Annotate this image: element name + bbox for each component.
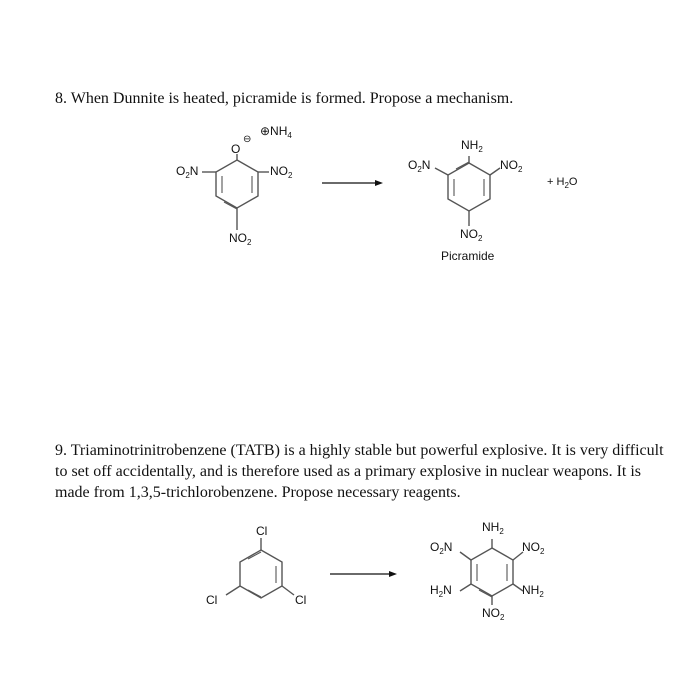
tatb-structure	[430, 520, 545, 622]
trichlorobenzene-top-cl-label: Cl	[256, 524, 268, 538]
picramide-structure	[408, 138, 523, 263]
picramide-right-nitro-label: $NO_2$	[500, 158, 523, 174]
tatb-top-amino-label: $NH_2$	[482, 520, 504, 536]
dunnite-ammonium-label: $\oplus NH_4$	[260, 124, 292, 140]
picramide-right-bond	[490, 168, 500, 175]
question-9-line: 9. Triaminotrinitrobenzene (TATB) is a highly stable but powerful explosive. It is very difficult	[55, 442, 664, 459]
reaction-arrow	[322, 180, 383, 186]
dunnite-ring-double-bond	[224, 202, 237, 209]
tatb-upper-right-nitro-label: $NO_2$	[522, 540, 545, 556]
trichlorobenzene-right-bond	[282, 586, 294, 595]
tatb-upper-left-nitro-label: $O_2N$	[430, 540, 453, 556]
question-9-line: made from 1,3,5-trichlorobenzene. Propose necessary reagents.	[55, 484, 461, 501]
dunnite-right-nitro-label: $NO_2$	[270, 164, 293, 180]
trichlorobenzene-left-cl-label: Cl	[206, 593, 218, 607]
picramide-bottom-nitro-label: $NO_2$	[460, 227, 483, 243]
dunnite-left-nitro-label: $O_2N$	[176, 164, 199, 180]
question-8-text: 8. When Dunnite is heated, picramide is formed. Propose a mechanism.	[55, 90, 514, 107]
picramide-left-nitro-label: $O_2N$	[408, 158, 431, 174]
trichlorobenzene-right-cl-label: Cl	[295, 593, 307, 607]
tatb-upper-left-bond	[460, 552, 471, 560]
tatb-bottom-nitro-label: $NO_2$	[482, 606, 505, 622]
picramide-left-bond	[435, 168, 448, 175]
reaction-arrow	[330, 571, 397, 577]
tatb-lower-right-amino-label: $NH_2$	[522, 583, 544, 599]
question-9-line: to set off accidentally, and is therefore used as a primary explosive in nuclear weapons. It is	[55, 463, 642, 480]
tatb-lower-left-bond	[460, 584, 471, 591]
trichlorobenzene-left-bond	[226, 586, 240, 595]
trichlorobenzene-ring-double-bond	[248, 590, 261, 597]
picramide-amino-label: $NH_2$	[461, 138, 483, 154]
tatb-ring-double-bond	[479, 590, 492, 597]
picramide-ring-double-bond	[456, 162, 469, 169]
dunnite-bottom-nitro-label: $NO_2$	[229, 231, 252, 247]
trichlorobenzene-structure	[206, 524, 306, 607]
dunnite-negative-charge: ⊖	[243, 134, 252, 145]
water-byproduct-label: + $H_2O$	[547, 176, 578, 190]
tatb-lower-left-amino-label: $H_2N$	[430, 583, 452, 599]
picramide-name-label: Picramide	[441, 249, 495, 263]
dunnite-structure	[176, 124, 293, 247]
dunnite-oxygen-label: O	[231, 142, 241, 156]
